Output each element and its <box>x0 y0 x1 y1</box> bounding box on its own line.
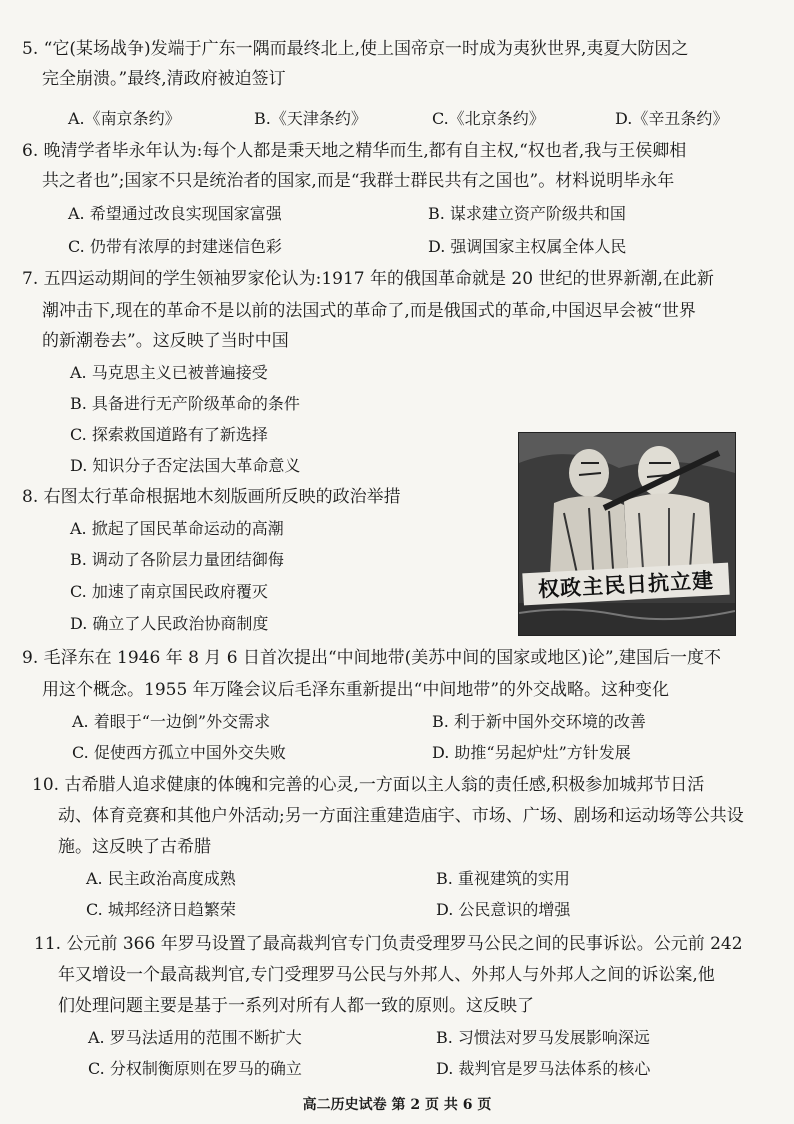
option-a[interactable]: A.《南京条约》 <box>68 109 181 128</box>
option-c[interactable]: C.《北京条约》 <box>432 109 545 128</box>
woodcut-print-image <box>518 432 736 636</box>
option-a[interactable]: A. 掀起了国民革命运动的高潮 <box>70 519 284 538</box>
option-b[interactable]: B. 重视建筑的实用 <box>436 869 570 888</box>
option-b[interactable]: B.《天津条约》 <box>254 109 367 128</box>
option-a[interactable]: A. 民主政治高度成熟 <box>86 869 236 888</box>
option-c[interactable]: C. 城邦经济日趋繁荣 <box>86 900 236 919</box>
woodcut-banner-text: 权政主民日抗立建 <box>522 563 729 606</box>
option-d[interactable]: D. 裁判官是罗马法体系的核心 <box>436 1059 651 1078</box>
option-c[interactable]: C. 分权制衡原则在罗马的确立 <box>88 1059 302 1078</box>
question-text-line: 完全崩溃。”最终,清政府被迫签订 <box>42 69 286 89</box>
question-text-line: 9. 毛泽东在 1946 年 8 月 6 日首次提出“中间地带(美苏中间的国家或地区)论”,建国后一度不 <box>22 648 721 668</box>
page-footer: 高二历史试卷 第 2 页 共 6 页 <box>302 1097 492 1113</box>
question-text-line: 7. 五四运动期间的学生领袖罗家伦认为:1917 年的俄国革命就是 20 世纪的世界新潮,在此新 <box>22 269 714 289</box>
option-d[interactable]: D. 知识分子否定法国大革命意义 <box>70 456 301 475</box>
option-c[interactable]: C. 促使西方孤立中国外交失败 <box>72 743 286 762</box>
option-b[interactable]: B. 谋求建立资产阶级共和国 <box>428 204 626 223</box>
option-d[interactable]: D.《辛丑条约》 <box>615 109 729 128</box>
question-text-line: 潮冲击下,现在的革命不是以前的法国式的革命了,而是俄国式的革命,中国迟早会被“世界 <box>42 301 696 321</box>
option-a[interactable]: A. 罗马法适用的范围不断扩大 <box>88 1028 302 1047</box>
option-a[interactable]: A. 马克思主义已被普遍接受 <box>70 363 268 382</box>
option-d[interactable]: D. 确立了人民政治协商制度 <box>70 614 269 633</box>
option-b[interactable]: B. 习惯法对罗马发展影响深远 <box>436 1028 650 1047</box>
question-text-line: 10. 古希腊人追求健康的体魄和完善的心灵,一方面以主人翁的责任感,积极参加城邦节日活 <box>32 775 705 795</box>
option-d[interactable]: D. 公民意识的增强 <box>436 900 571 919</box>
question-text-line: 用这个概念。1955 年万隆会议后毛泽东重新提出“中间地带”的外交战略。这种变化 <box>42 680 670 700</box>
question-text-line: 8. 右图太行革命根据地木刻版画所反映的政治举措 <box>22 487 401 507</box>
option-c[interactable]: C. 探索救国道路有了新选择 <box>70 425 268 444</box>
option-b[interactable]: B. 利于新中国外交环境的改善 <box>432 712 646 731</box>
option-d[interactable]: D. 强调国家主权属全体人民 <box>428 237 627 256</box>
question-text-line: 施。这反映了古希腊 <box>58 837 211 857</box>
question-text-line: 动、体育竞赛和其他户外活动;另一方面注重建造庙宇、市场、广场、剧场和运动场等公共设 <box>58 806 744 826</box>
question-text-line: 们处理问题主要是基于一系列对所有人都一致的原则。这反映了 <box>58 996 534 1016</box>
option-a[interactable]: A. 希望通过改良实现国家富强 <box>68 204 282 223</box>
question-text-line: 共之者也”;国家不只是统治者的国家,而是“我群士群民共有之国也”。材料说明毕永年 <box>42 171 675 191</box>
option-d[interactable]: D. 助推“另起炉灶”方针发展 <box>432 743 631 762</box>
question-text-line: 5. “它(某场战争)发端于广东一隅而最终北上,使上国帝京一时成为夷狄世界,夷夏大防因之 <box>22 39 689 59</box>
option-c[interactable]: C. 仍带有浓厚的封建迷信色彩 <box>68 237 282 256</box>
option-c[interactable]: C. 加速了南京国民政府覆灭 <box>70 582 268 601</box>
woodcut-figures-illustration <box>519 433 735 635</box>
question-text-line: 年又增设一个最高裁判官,专门受理罗马公民与外邦人、外邦人与外邦人之间的诉讼案,他 <box>58 965 715 985</box>
question-text-line: 11. 公元前 366 年罗马设置了最高裁判官专门负责受理罗马公民之间的民事诉讼。公元前 242 <box>34 934 743 954</box>
option-b[interactable]: B. 调动了各阶层力量团结御侮 <box>70 550 284 569</box>
question-text-line: 的新潮卷去”。这反映了当时中国 <box>42 331 289 351</box>
question-text-line: 6. 晚清学者毕永年认为:每个人都是秉天地之精华而生,都有自主权,“权也者,我与王侯卿相 <box>22 141 687 161</box>
option-a[interactable]: A. 着眼于“一边倒”外交需求 <box>72 712 271 731</box>
option-b[interactable]: B. 具备进行无产阶级革命的条件 <box>70 394 300 413</box>
